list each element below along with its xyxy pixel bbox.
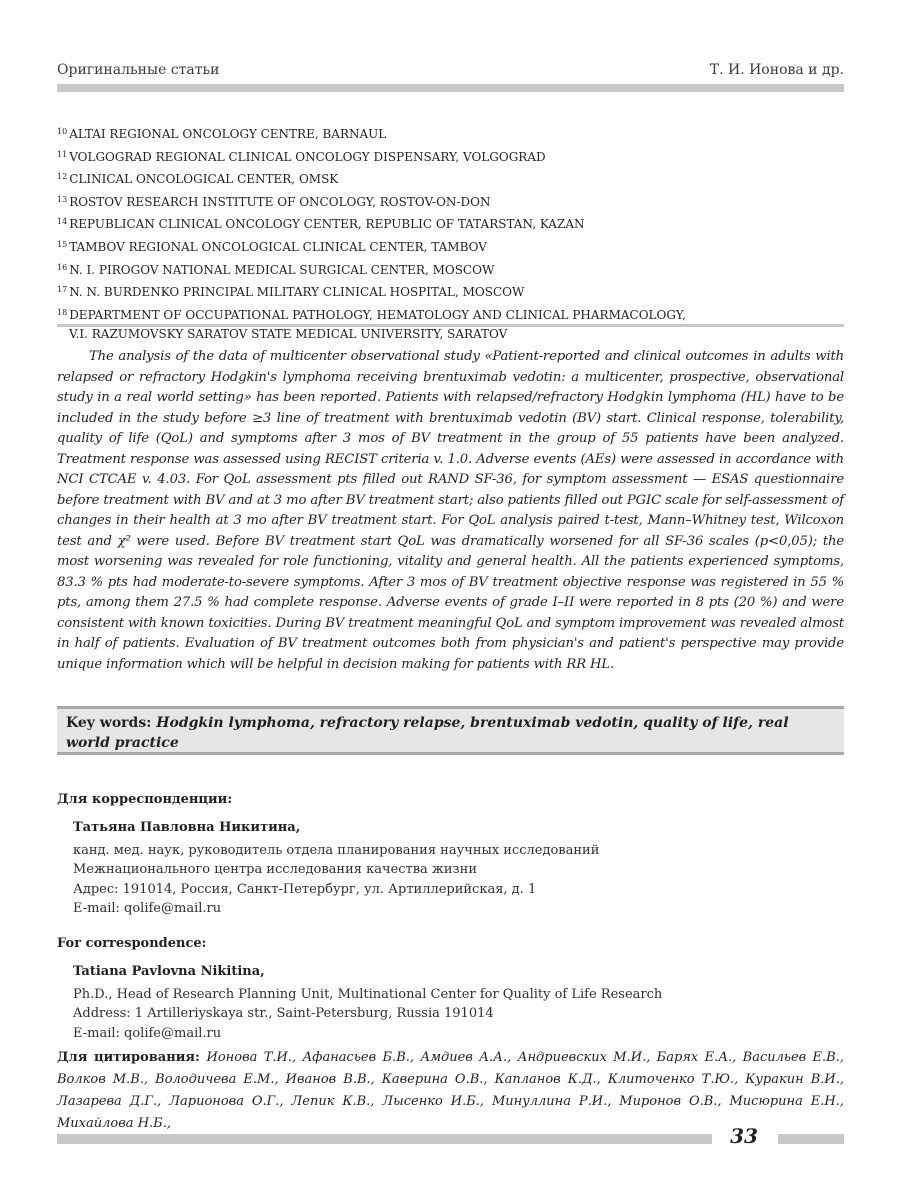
affiliation-item-continued — [57, 325, 847, 345]
correspondent-position-en: Ph.D., Head of Research Planning Unit, Multinational Center for Quality of Life Research — [73, 986, 663, 1002]
citation-block — [57, 1047, 844, 1135]
footer-bar-right — [778, 1134, 844, 1144]
affiliation-item — [57, 280, 847, 303]
affiliation-item — [57, 212, 847, 235]
affiliation-item — [57, 145, 847, 168]
abstract-text: The analysis of the data of multicenter observational study «Patient-reported and clinical outcomes in adults with relapsed or refractory Hodgkin's lymphoma receiving brentuximab vedotin: a multicenter, prospective, observational study in a real world setting» has been reported. Patients with relapsed/refractory Hodgkin lymphoma (HL) have to be included in the study before ≥3 line of treatment with brentuximab vedotin (BV) start. Clinical response, tolerability, quality of life (QoL) and symptoms after 3 mos of BV treatment in the group of 55 patients have been analyzed. Treatment response was assessed using RECIST criteria v. 1.0. Adverse events (AEs) were assessed in accordance with NCI CTCAE v. 4.03. For QoL assessment pts filled out RAND SF-36, for symptom assessment — ESAS questionnaire before treatment with BV and at 3 mo after BV treatment start; also patients filled out PGIC scale for self-assessment of changes in their health at 3 mo after BV treatment start. For QoL analysis paired t-test, Mann–Whitney test, Wilcoxon test and χ² were used. Before BV treatment start QoL was dramatically worsened for all SF-36 scales (p<0,05); the most worsening was revealed for role functioning, vitality and general health. All the patients experienced symptoms, 83.3 % pts had moderate-to-severe symptoms. After 3 mos of BV treatment objective response was registered in 55 % pts, among them 27.5 % had complete response. Adverse events of grade I–II were reported in 8 pts (20 %) and were consistent with known toxicities. During BV treatment meaningful QoL and symptom improvement was revealed almost in half of patients. Evaluation of BV treatment outcomes both from physician's and patient's perspective may provide unique information which will be helpful in decision making for patients with RR HL. — [57, 349, 844, 672]
affiliation-number: 17 — [57, 285, 68, 295]
affiliation-text: ALTAI REGIONAL ONCOLOGY CENTRE, BARNAUL — [69, 127, 387, 141]
affiliation-text: TAMBOV REGIONAL ONCOLOGICAL CLINICAL CENTER, TAMBOV — [69, 239, 487, 254]
affiliation-text: ROSTOV RESEARCH INSTITUTE OF ONCOLOGY, ROSTOV-ON-DON — [69, 194, 491, 209]
correspondence-ru-block — [73, 818, 833, 919]
affiliation-number: 12 — [57, 172, 68, 182]
affiliation-text: CLINICAL ONCOLOGICAL CENTER, OMSK — [69, 172, 339, 187]
correspondent-email-en: E-mail: qolife@mail.ru — [73, 1025, 222, 1041]
citation-label: Для цитирования: — [57, 1050, 207, 1065]
affiliation-text: VOLGOGRAD REGIONAL CLINICAL ONCOLOGY DISPENSARY, VOLGOGRAD — [69, 149, 546, 164]
affiliation-item — [57, 190, 847, 213]
correspondent-address-en: Address: 1 Artilleriyskaya str., Saint-Petersburg, Russia 191014 — [73, 1006, 494, 1021]
header-rule — [57, 84, 844, 92]
affiliation-text: N. I. PIROGOV NATIONAL MEDICAL SURGICAL CENTER, MOSCOW — [69, 262, 495, 277]
correspondent-name-ru: Татьяна Павловна Никитина, — [73, 820, 301, 835]
keywords-label: Key words: — [66, 715, 157, 731]
affiliation-number: 14 — [57, 217, 68, 227]
running-header — [57, 62, 844, 84]
footer-bar-left — [57, 1134, 712, 1144]
affiliations-list — [57, 122, 847, 345]
affiliation-number: 16 — [57, 262, 68, 272]
correspondent-affiliation-ru: Межнационального центра исследования качества жизни — [73, 862, 477, 877]
keywords-text: Hodgkin lymphoma, refractory relapse, brentuximab vedotin, quality of life, real world practice — [66, 715, 789, 751]
keywords-content — [66, 713, 826, 753]
section-title: Оригинальные статьи — [57, 62, 220, 78]
citation-text: Ионова Т.И., Афанасьев Б.В., Амдиев А.А., Андриевских М.И., Барях Е.А., Васильев Е.В., Волков М.В., Володичева Е.М., Иванов В.В., Каверина О.В., Капланов К.Д., Клиточенко Т.Ю., Куракин В.И., Лазарева Д.Г., Ларионова О.Г., Лепик К.В., Лысенко И.Б., Минуллина Р.И., Миронов О.В., Мисюрина Е.Н., Михайлова Н.Б., — [57, 1050, 844, 1131]
correspondent-position-ru: канд. мед. наук, руководитель отдела планирования научных исследований — [73, 842, 600, 858]
affiliation-item — [57, 258, 847, 281]
affiliation-text: V.I. RAZUMOVSKY SARATOV STATE MEDICAL UNIVERSITY, SARATOV — [69, 327, 508, 342]
correspondence-en-heading: For correspondence: — [57, 936, 207, 951]
keywords-box — [57, 706, 844, 755]
affiliation-number: 18 — [57, 307, 68, 317]
correspondent-name-en: Tatiana Pavlovna Nikitina, — [73, 964, 265, 979]
affiliation-number: 15 — [57, 239, 68, 249]
correspondence-en-block — [73, 962, 833, 1043]
affiliation-number: 13 — [57, 194, 68, 204]
affiliation-item — [57, 122, 847, 145]
affiliation-item — [57, 235, 847, 258]
affiliation-text: DEPARTMENT OF OCCUPATIONAL PATHOLOGY, HEMATOLOGY AND CLINICAL PHARMACOLOGY, — [69, 307, 686, 322]
affiliation-text: N. N. BURDENKO PRINCIPAL MILITARY CLINICAL HOSPITAL, MOSCOW — [69, 285, 525, 300]
correspondence-ru-heading: Для корреспонденции: — [57, 792, 233, 807]
correspondent-email-ru: E-mail: qolife@mail.ru — [73, 901, 222, 916]
affiliation-item — [57, 303, 847, 326]
affiliation-number: 10 — [57, 127, 68, 136]
affiliations-rule — [57, 324, 844, 327]
affiliation-number: 11 — [57, 149, 68, 159]
affiliation-item — [57, 167, 847, 190]
correspondent-address-ru: Адрес: 191014, Россия, Санкт-Петербург, ул. Артиллерийская, д. 1 — [73, 881, 537, 897]
running-authors: Т. И. Ионова и др. — [709, 62, 844, 78]
affiliation-text: REPUBLICAN CLINICAL ONCOLOGY CENTER, REPUBLIC OF TATARSTAN, KAZAN — [69, 217, 585, 232]
page-number: 33 — [730, 1124, 758, 1148]
